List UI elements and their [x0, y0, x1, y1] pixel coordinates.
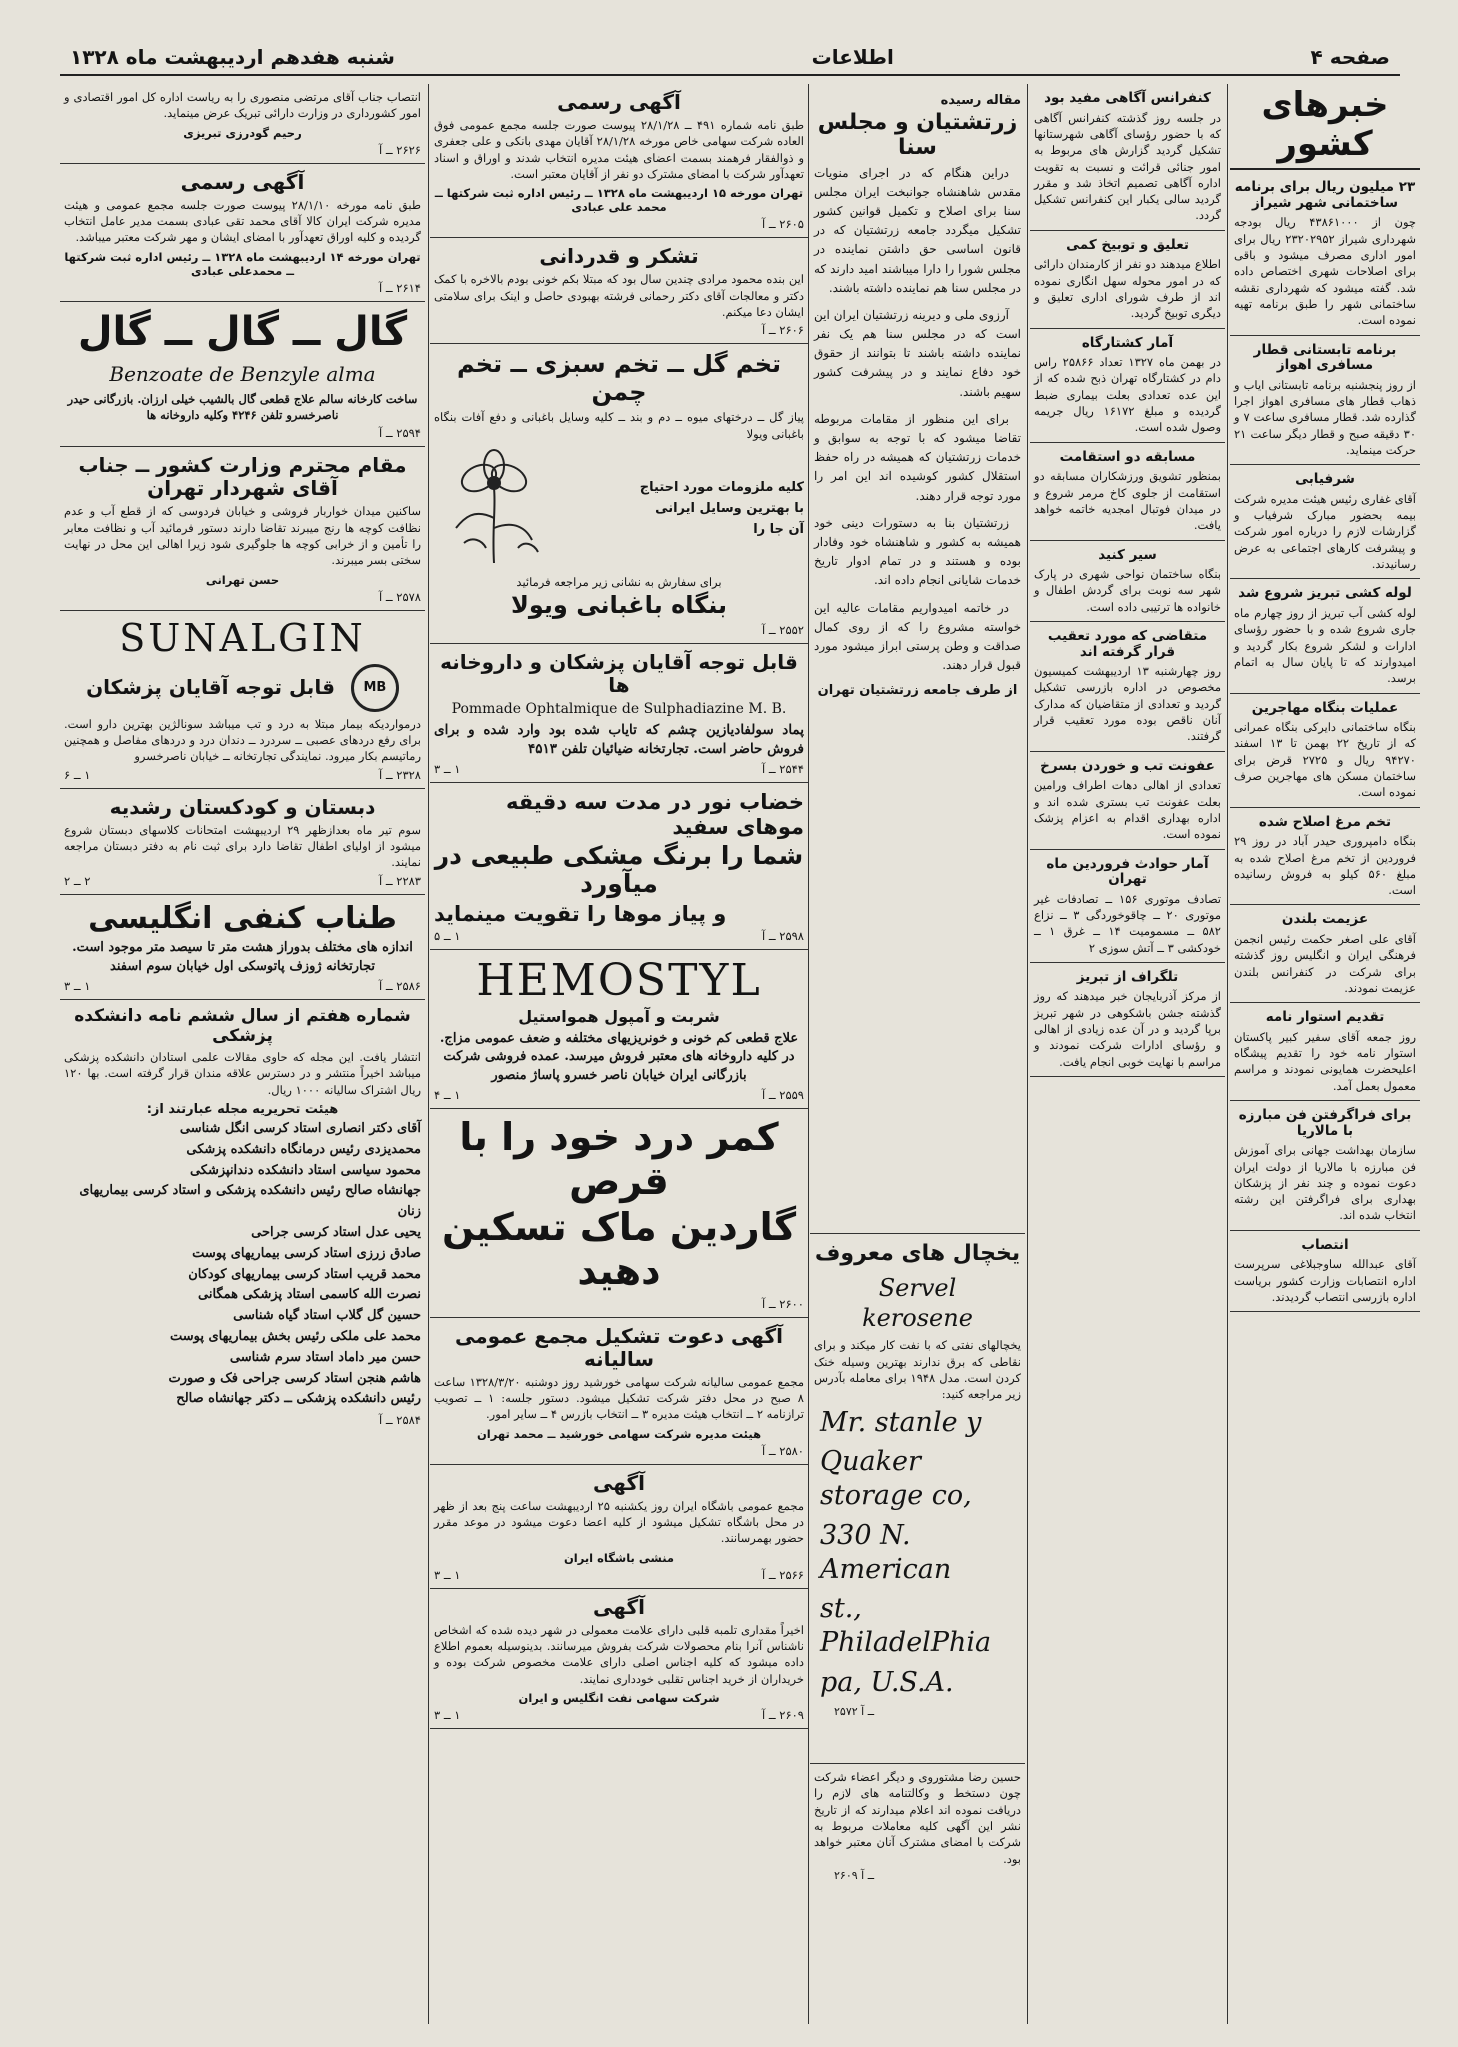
- ad-code: ۲۵۶۶ ــ آ: [762, 1567, 804, 1582]
- news-item: [1030, 752, 1225, 850]
- ad-codes: [64, 1413, 421, 1427]
- ad-codes: [434, 1297, 804, 1311]
- seed-ad-line: کلیه ملزومات مورد احتیاج: [639, 479, 804, 495]
- notice-ad: [430, 1318, 808, 1465]
- news-item: [1030, 622, 1225, 752]
- notice-signature: شرکت سهامی نفت انگلیس و ایران: [518, 1691, 720, 1706]
- journal-editor: محمد قریب استاد کرسی بیماریهای کودکان: [188, 1266, 421, 1282]
- news-text: در بهمن ماه ۱۳۲۷ تعداد ۲۵۸۶۶ راس دام در کشتارگاه تهران ذبح شده که از این عده تعدادی بعلت بیماری ضبط گردیده و مبلغ ۱۶۱۷۲ ریال جریمه وصول شده است.: [1034, 355, 1221, 435]
- servel-address-line: pa, U.S.A.: [820, 1666, 954, 1698]
- hemostyl-ad: [430, 950, 808, 1109]
- ad-code-2: ۱ ــ ۴: [434, 1088, 461, 1103]
- news-item: [1030, 850, 1225, 963]
- news-text: لوله کشی آب تبریز از روز چهارم ماه جاری شروع شده و با حضور رؤسای ادارات و لشکر شروع بکار گردید و امیدوارند که تا پایان سال به اتمام برسد.: [1234, 605, 1416, 686]
- sunalgin-row: [64, 664, 421, 712]
- mb-logo: MB: [351, 664, 399, 712]
- company-notice: [810, 1764, 1025, 1888]
- news-text: روز جمعه آقای سفیر کبیر پاکستان استوار نامه خود را تقدیم پیشگاه اعلیحضرت همایونی نمودند و مراسم معمول بعمل آمد.: [1234, 1029, 1416, 1093]
- ad-code: ۲۵۹۴ ــ آ: [379, 426, 421, 441]
- column-divider: [1227, 84, 1228, 2024]
- news-headline: آمار حوادث فروردین ماه تهران: [1046, 855, 1209, 888]
- servel-address-line: st., PhiladelPhia: [820, 1593, 992, 1659]
- journal-editor: رئیس دانشکده پزشکی ــ دکتر جهانشاه صالح: [176, 1391, 421, 1407]
- news-text: بمنظور تشویق ورزشکاران مسابقه دو استقامت از جلوی کاخ مرمر شروع و در میدان فوتبال امجدیه خاتمه خواهد یافت.: [1034, 469, 1221, 533]
- ad-code: ۲۶۰۰ ــ آ: [762, 1296, 804, 1311]
- seed-ad-row: [434, 442, 804, 574]
- notice-text: این بنده محمود مرادی چندین سال بود که مبتلا بکم خونی بودم بالاخره با کمک دکتر و معالجات آقای دکتر رحمانی فرشته بهبودی حاصل و اینک برای سلامتی ایشان دعا میکنم.: [434, 272, 804, 319]
- ad-codes: [434, 217, 804, 231]
- servel-address-line: Quaker storage co,: [820, 1446, 972, 1512]
- notice-ad: [430, 238, 808, 344]
- news-text: چون از ۴۳۸۶۱۰۰۰ ریال بودجه شهرداری شیراز ۲۳۲۰۲۹۵۲ ریال برای امور اداری مصرف میشود و باقی برای اصلاحات شهری اختصاص داده شد. گفته میشود که شهرداری نقشه ساختمانی شهر را طبق برنامه تهیه نموده است.: [1234, 215, 1416, 328]
- newspaper-name: اطلاعات: [811, 45, 894, 69]
- news-text: بنگاه دامپروری حیدر آباد در روز ۲۹ فروردین از تخم مرغ اصلاح شده به مبلغ ۵۶۰ کیلو به فروش رسانیده است.: [1234, 834, 1417, 898]
- notice-ad: [60, 789, 425, 895]
- ad-codes: [434, 1708, 804, 1722]
- journal-editors: [64, 1119, 421, 1410]
- news-column-country: [1230, 84, 1420, 1312]
- news-text: تعدادی از اهالی دهات اطراف ورامین بعلت عفونت تب بستری شده اند و اداره بهداری اقدام به اعزام پزشک نموده است.: [1034, 778, 1221, 842]
- ad-code: ۲۲۸۳ ــ آ: [379, 873, 421, 888]
- hemostyl-text: علاج قطعی کم خونی و خونریزیهای مختلفه و ضعف عمومی مزاج. در کلیه داروخانه های معتبر فروش میرسد. عمده فروشی شرکت بازرگانی ایران خیابان ناصر خسرو پاساژ منصور: [439, 1030, 799, 1083]
- notice-signature: رحیم گودرزی تبریزی: [183, 125, 302, 140]
- seed-ad-brand: بنگاه باغبانی ویولا: [510, 591, 728, 620]
- notice-signature: منشی باشگاه ایران: [563, 1550, 675, 1565]
- dye-ad-line: شما را برنگ مشکی طبیعی در میآورد: [434, 840, 804, 899]
- notice-title: آگهی: [593, 1470, 645, 1495]
- news-headline: آمار کشتارگاه: [1081, 334, 1174, 351]
- ad-code: ۲۶۰۵ ــ آ: [762, 217, 804, 232]
- news-item: [1230, 465, 1420, 579]
- notice-title: تشکر و قدردانی: [539, 244, 699, 269]
- ad-codes: [434, 762, 804, 776]
- notice-ad: [60, 164, 425, 302]
- news-headline: برنامه تابستانی قطار مسافری اهواز: [1253, 341, 1397, 374]
- notice-signature: تهران مورخه ۱۵ اردیبهشت ماه ۱۳۲۸ ــ رئیس اداره ثبت شرکتها ــ محمد علی عبادی: [434, 186, 804, 215]
- news-item: [1030, 541, 1225, 623]
- news-headline: عزیمت بلندن: [1281, 911, 1369, 928]
- news-headline: سیر کنید: [1098, 546, 1157, 563]
- notice-signature: هیئت مدیره شرکت سهامی خورشید ــ محمد تهران: [476, 1426, 762, 1441]
- notice-text: انتصاب جناب آقای مرتضی منصوری را به ریاست اداره کل امور اقتصادی و امور کشورداری در وزارت دارائی تبریک عرض مینماید.: [64, 90, 421, 121]
- notice-title: آگهی رسمی: [180, 169, 305, 194]
- rope-text: اندازه های مختلف بدوراز هشت متر تا سیصد متر موجود است. تجارتخانه ژوزف پاتوسکی اول خیابان سوم اسفند: [72, 940, 413, 974]
- ad-code: ۲۵۵۹ ــ آ: [762, 1088, 804, 1103]
- news-headline: انتصاب: [1301, 1236, 1349, 1253]
- journal-title: شماره هفتم از سال ششم نامه دانشکده پزشکی: [74, 1005, 411, 1046]
- journal-sub: هیئت تحریریه مجله عبارتند از:: [146, 1102, 339, 1118]
- pharma-product: Pommade Ophtalmique de Sulphadiazine M. B.: [451, 701, 787, 718]
- ad-codes: [64, 590, 421, 604]
- notice-title: آگهی: [593, 1594, 645, 1619]
- news-item: [1230, 1003, 1420, 1101]
- news-text: تصادف موتوری ۱۵۶ ــ تصادفات غیر موتوری ۲۰ ــ چاقوخوردگی ۳ ــ نزاع ۵۸۲ ــ مسمومیت ۱۴ ــ غرق ۱ ــ خودکشی ۳ ــ آتش سوزی ۲: [1034, 891, 1222, 955]
- seed-shop-ad: [430, 344, 808, 644]
- ad-code: ۲۶۰۶ ــ آ: [762, 323, 804, 338]
- ad-code: ۲۵۵۲ ــ آ: [762, 623, 804, 638]
- hemostyl-title: شربت و آمپول همواستیل: [518, 1007, 720, 1027]
- ad-code: ۲۵۹۸ ــ آ: [762, 929, 804, 944]
- news-headline: متقاضی که مورد تعقیب قرار گرفته اند: [1047, 628, 1208, 660]
- ad-code-2: ۱ ــ ۳: [434, 1567, 461, 1582]
- servel-ad-text: یخچالهای نفتی که با نفت کار میکند و برای نقاطی که برق ندارند بهترین وسیله خنک کردن است. مدل ۱۹۴۸ برای معامله بآدرس زیر مراجعه کنید:: [814, 1338, 1021, 1402]
- news-headline: عفونت تب و خوردن بسرخ: [1040, 757, 1215, 774]
- news-item: [1230, 336, 1420, 466]
- article-zoroastrians: [810, 84, 1025, 1234]
- ad-code: ۲۶۰۹ ــ آ: [834, 1868, 875, 1882]
- notice-ad: [430, 1465, 808, 1589]
- ads-column-5: [60, 84, 425, 1433]
- ad-code: ۲۵۴۴ ــ آ: [762, 762, 804, 777]
- notice-text: ساکنین میدان خواربار فروشی و خیابان فردوسی که از قطع آب و عدم نظافت کوچه ها رنج میبرند تقاضا دارند دستور فرمائید آب و نظافت معابر را تأمین و از خرابی کوچه ها جلوگیری شود زیرا اهالی این محل در نهایت سختی بسر میبرند.: [64, 504, 421, 568]
- section-title: خبرهای کشور: [1230, 86, 1420, 170]
- ad-code-2: ۱ ــ ۳: [64, 978, 91, 993]
- article-title: زرتشتیان و مجلس سنا: [817, 110, 1018, 161]
- pharma-text: پماد سولفادیازین چشم که تایاب شده بود وارد شده و برای فروش حاضر است. تجارتخانه ضیائیان تلفن ۴۵۱۳: [434, 722, 804, 758]
- sunalgin-title: قابل توجه آقایان پزشکان: [86, 674, 335, 699]
- company-notice-text: حسین رضا مشتوروی و دیگر اعضاء شرکت چون دستخط و وکالتنامه های لازم را دریافت نموده اند اعلام میدارند که از تاریخ نشر این آگهی کلیه معاملات مربوط به شرکت با امضای مشترک آنان معتبر خواهد بود.: [814, 1770, 1021, 1866]
- ad-codes: [434, 1088, 804, 1102]
- seed-ad-line: با بهترین وسایل ایرانی: [655, 500, 804, 516]
- notice-title: آگهی دعوت تشکیل مجمع عمومی سالیانه: [455, 1323, 783, 1371]
- dye-ad-line: و پیاز موها را تقویت مینماید: [434, 902, 727, 927]
- ad-code-2: ۱ ــ ۵: [434, 929, 461, 944]
- ad-code-2: ۱ ــ ۳: [434, 762, 461, 777]
- notice-signature: تهران مورخه ۱۴ اردیبهشت ماه ۱۳۲۸ ــ رئیس اداره ثبت شرکتها ــ محمدعلی عبادی: [64, 249, 421, 278]
- journal-editor: حسین گل گلاب استاد گیاه شناسی: [233, 1308, 421, 1324]
- notice-title: دبستان و کودکستان رشدیه: [109, 794, 376, 819]
- notice-text: مجمع عمومی باشگاه ایران روز یکشنبه ۲۵ اردیبهشت ساعت پنج بعد از ظهر در محل باشگاه تشکیل میشود از کلیه اعضا دعوت میشود در موعد مقرر حضور بهمرسانند.: [434, 1498, 804, 1546]
- notice-text: سوم تیر ماه بعدازظهر ۲۹ اردیبهشت امتحانات کلاسهای دبستان شروع میشود از اولیای اطفال تقاضا دارد برای ثبت نام به دفتر دبستان مراجعه نمایند.: [64, 822, 421, 870]
- news-headline: برای فراگرفتن فن مبارزه با مالاریا: [1238, 1107, 1412, 1139]
- medical-journal-ad: [60, 1000, 425, 1433]
- sunalgin-brand: SUNALGIN: [119, 615, 366, 660]
- pharma-ad-title: قابل توجه آقایان پزشکان و داروخانه ها: [440, 650, 798, 698]
- news-headline: شرفیابی: [1295, 471, 1355, 488]
- galgal-product: Benzoate de Benzyle alma: [109, 361, 376, 386]
- journal-editor: نصرت الله کاسمی استاد پزشکی همگانی: [197, 1287, 421, 1303]
- ad-code: ۲۵۷۸ ــ آ: [379, 589, 421, 604]
- news-headline: تلگراف از تبریز: [1076, 968, 1179, 985]
- news-item: [1030, 329, 1225, 443]
- ad-codes: [64, 979, 421, 993]
- news-text: آقای علی اصغر حکمت رئیس انجمن فرهنگی ایران و انگلیس روز گذشته برای شرکت در کنفرانس بلندن عزیمت نمودند.: [1234, 932, 1416, 995]
- news-text: سازمان بهداشت جهانی برای آموزش فن مبارزه با مالاریا از دولت ایران دعوت نموده و چند نفر از پزشکان بهداری برای فراگرفتن این رشته انتخاب شده اند.: [1234, 1143, 1416, 1223]
- ad-code: ۲۵۸۰ ــ آ: [762, 1443, 804, 1458]
- news-text: از روز پنجشنبه برنامه تابستانی ایاب و ذهاب قطار های مسافری اهواز اجرا گذارده شد. قطار مسافری ساعت ۷ و ۳۰ دقیقه صبح و قطار دیگر ساعت ۲۱ حرکت مینماید.: [1234, 377, 1416, 457]
- page-number: صفحه ۴: [1310, 45, 1390, 69]
- notice-text: طبق نامه شماره ۴۹۱ ــ ۲۸/۱/۲۸ پیوست صورت جلسه مجمع عمومی فوق العاده شرکت سهامی خاص مورخه ۲۸/۱/۲۸ آقایان مهدی بانکی و علی جعفری و ذوالفقار فرهمند بسمت اعضای هیئت مدیره انتخاب شدند و اوراق و اسناد تعهدآور شرکت با امضای مشترک دو نفر از آقایان معتبر است.: [434, 118, 804, 181]
- article-label: مقاله رسیده: [940, 93, 1021, 108]
- journal-editor: محمد علی ملکی رئیس بخش بیماریهای پوست: [169, 1329, 421, 1345]
- article-signature: از طرف جامعه زرتشتیان تهران: [817, 683, 1018, 699]
- ad-code: ۲۵۸۴ ــ آ: [379, 1413, 421, 1428]
- seed-ad-line: آن جا را: [753, 521, 804, 537]
- notice-text: اخیراً مقداری تلمبه قلبی دارای علامت معمولی در شهر دیده شده که اشخاص ناشناس آنرا بنام محصولات شرکت بفروش میرسانند. بدینوسیله بعموم اطلاع داده میشود که کلیه اجناس اصلی دارای علامت مخصوص شرکت بوده و خریداران از خرید اجناس تقلبی خودداری نمایند.: [434, 1622, 804, 1686]
- ad-codes: [64, 768, 421, 782]
- notice-signature: حسن تهرانی: [205, 572, 280, 587]
- news-item: [1230, 905, 1420, 1003]
- news-headline: ۲۳ میلیون ریال برای برنامه ساختمانی شهر شیراز: [1234, 179, 1416, 211]
- ad-code-2: ۲ ــ ۲: [64, 873, 91, 888]
- news-item: [1230, 1231, 1420, 1313]
- ad-codes: [434, 929, 804, 943]
- column-divider: [808, 84, 809, 2024]
- news-headline: لوله کشی تبریز شروع شد: [1238, 585, 1412, 602]
- ad-code: ۲۵۸۶ ــ آ: [379, 978, 421, 993]
- news-headline: تخم مرغ اصلاح شده: [1258, 813, 1392, 830]
- news-item: [1230, 1101, 1420, 1231]
- ad-codes: [64, 281, 421, 295]
- seed-ad-intro: پیاز گل ــ درختهای میوه ــ دم و بند ــ کلیه وسایل باغبانی و دفع آفات بنگاه باغبانی ویولا: [434, 410, 804, 441]
- news-text: بنگاه ساختمانی دایرکی بنگاه عمرانی که از تاریخ ۲۲ بهمن تا ۱۳ اسفند ۹۴۲۷۰ ریال و ۲۷۲۵ قرض برای ساختمان مسکن های مهاجرین صرف نموده است.: [1234, 720, 1416, 800]
- sunalgin-text: درمواردیکه بیمار مبتلا به درد و تب میباشد سونالژین بهترین دارو است. برای رفع دردهای عصبی ــ سردرد ــ دندان درد و دردهای مفاصل و همچنین رماتیسم بکار میرود. نمایندگی تجارتخانه ــ خیابان ناصرخسرو: [64, 716, 421, 764]
- notice-text: طبق نامه مورخه ۲۸/۱/۱۰ پیوست صورت جلسه مجمع عمومی و هیئت مدیره شرکت ایران کالا آقای محمد تقی عبادی بسمت مدیر عامل انتخاب گردیده و کلیه اوراق تعهدآور با امضای ایشان و مهر شرکت معتبر میباشد.: [64, 197, 421, 245]
- journal-editor: محمود سیاسی استاد دانشکده دندانپزشکی: [189, 1162, 421, 1178]
- ad-codes: [64, 426, 421, 440]
- news-headline: تقدیم استوار نامه: [1265, 1009, 1385, 1026]
- ad-code: ۲۳۲۸ ــ آ: [379, 767, 421, 782]
- notice-ad: [430, 1589, 808, 1729]
- ad-codes: [434, 1568, 804, 1582]
- news-headline: تعلیق و توبیخ کمی: [1066, 236, 1189, 253]
- ads-column-4: [430, 84, 808, 1729]
- ad-codes: [434, 323, 804, 337]
- news-item: [1230, 694, 1420, 808]
- article-paragraph: زرتشتیان بنا به دستورات دینی خود همیشه به کشور و شاهنشاه خود وفادار بوده و هستند و در تمام ادوار تاریخ خدمات شایانی انجام داده اند.: [814, 515, 1021, 588]
- ad-code-2: ۱ ــ ۳: [434, 1708, 461, 1723]
- notice-ad: [60, 447, 425, 610]
- news-text: آقای عبدالله ساوجبلاغی سرپرست اداره انتصابات وزارت کشور بریاست اداره بازرسی انتصاب گردیدند.: [1234, 1257, 1416, 1304]
- servel-address-line: Mr. stanle y: [820, 1406, 982, 1438]
- journal-editor: هاشم هنجن استاد کرسی جراحی فک و صورت: [168, 1370, 421, 1386]
- news-item: [1030, 84, 1225, 231]
- hair-dye-ad: [430, 783, 808, 950]
- journal-editor: حسن میر داماد استاد سرم شناسی: [229, 1349, 421, 1365]
- ad-codes: [64, 874, 421, 888]
- seed-ad-title: تخم گل ــ تخم سبزی ــ تخم چمن: [456, 350, 782, 406]
- ad-codes: [434, 1444, 804, 1458]
- news-text: آقای غفاری رئیس هیئت مدیره شرکت بیمه بحضور مبارک شرفیاب و گزارشات لازم را درباره امور شرکت و پیشرفت کارهای اجتماعی به عرض رسانیدند.: [1234, 491, 1416, 572]
- notice-title: مقام محترم وزارت کشور ــ جناب آقای شهردار تهران: [78, 453, 407, 501]
- scabies-medicine-ad: [60, 302, 425, 448]
- page-header: [60, 40, 1400, 76]
- news-text: روز چهارشنبه ۱۳ اردیبهشت کمیسیون مخصوص در اداره بازرسی تشکیل گردید و تعدادی از متقاضیان که مدارک آنان ناقص بوده مورد تعقیب قرار گرفتند.: [1034, 664, 1221, 744]
- rope-title: طناب کنفی انگلیسی: [88, 900, 397, 936]
- news-column-2: [1030, 84, 1225, 1077]
- journal-editor: محمدیزدی رئیس درمانگاه دانشکده پزشکی: [186, 1141, 421, 1157]
- article-paragraph: برای این منظور از مقامات مربوطه تقاضا میشود که با توجه به سوابق و خدمات زرتشتیان که همیشه در راه حفظ استقلال کشور کوشیده اند این امر را مورد توجه قرار دهند.: [814, 411, 1021, 503]
- seed-ad-footer: برای سفارش به نشانی زیر مراجعه فرمائید: [516, 575, 722, 590]
- ad-code: ۲۶۱۴ ــ آ: [379, 280, 421, 295]
- column-divider: [1027, 84, 1028, 2024]
- news-headline: عملیات بنگاه مهاجرین: [1251, 699, 1399, 716]
- news-item: [1030, 443, 1225, 541]
- news-item: [1230, 579, 1420, 693]
- article-paragraph: دراین هنگام که در اجرای منویات مقدس شاهنشاه جوانبخت ایران مجلس سنا برای اصلاح و تکمیل قوانین کشور تشکیل میگردد جامعه زرتشتیان که در قانون اساسی حق داشتن نماینده در مجلس شورا را دارا میباشند امید دارند که در مجلس سنا هم نماینده داشته باشند.: [814, 165, 1021, 295]
- dye-ad-line: خضاب نور در مدت سه دقیقه موهای سفید: [506, 790, 804, 839]
- galgal-title: گال ــ گال ــ گال: [77, 308, 408, 355]
- article-paragraph: آرزوی ملی و دیرینه زرتشتیان ایران این است که در مجلس سنا هم یک نفر نماینده داشته باشند تا بتوانند از حقوق خود دفاع نمایند و در پیشرفت کشور سهیم باشند.: [814, 307, 1021, 399]
- backache-ad: [430, 1109, 808, 1318]
- galgal-text: ساخت کارخانه سالم علاج قطعی گال بالشیب خیلی ارزان. بازرگانی حیدر ناصرخسرو تلفن ۴۲۴۶ وکلیه داروخانه ها: [67, 391, 418, 422]
- journal-editor: صادق زرزی استاد کرسی بیماریهای پوست: [192, 1245, 421, 1261]
- news-headline: کنفرانس آگاهی مفید بود: [1044, 90, 1211, 106]
- backache-line-2: گاردین ماک تسکین دهید: [441, 1205, 797, 1294]
- ad-code: ۲۶۰۹ ــ آ: [762, 1708, 804, 1723]
- backache-line-1: کمر درد خود را با قرص: [459, 1115, 779, 1203]
- ad-codes: [434, 623, 804, 637]
- rope-ad: [60, 895, 425, 1000]
- column-divider: [428, 84, 429, 2024]
- news-text: در جلسه روز گذشته کنفرانس آگاهی که با حضور رؤسای آگاهی شهرستانها تشکیل گردید گزارش های مربوط به امور جنائی قرائت و نسبت به تقویت اداره آگاهی تصمیم اتخاذ شد و مقرر گردید سالی یکبار این کنفرانس تشکیل گردد.: [1034, 110, 1221, 223]
- article-column: [810, 84, 1025, 1888]
- sunalgin-ad: [60, 611, 425, 789]
- journal-editor: جهانشاه صالح رئیس دانشکده پزشکی و استاد کرسی بیماریهای زنان: [79, 1183, 421, 1220]
- servel-address-line: 330 N. American: [820, 1519, 952, 1585]
- servel-brand: Servel kerosene: [862, 1274, 973, 1333]
- hemostyl-brand: HEMOSTYL: [476, 955, 762, 1007]
- news-item: [1230, 808, 1420, 906]
- eye-ointment-ad: [430, 644, 808, 783]
- notice-ad: [60, 84, 425, 164]
- news-text: بنگاه ساختمان نواحی شهری در پارک شهر سه نوبت برای گردش اطفال و خانواده ها ترتیبی داده است.: [1034, 567, 1221, 614]
- news-item: [1030, 963, 1225, 1077]
- news-item: [1030, 231, 1225, 329]
- issue-date: شنبه هفدهم اردیبهشت ماه ۱۳۲۸: [70, 45, 395, 69]
- servel-ad: [810, 1234, 1025, 1764]
- journal-text: انتشار یافت. این مجله که حاوی مقالات علمی استادان دانشکده پزشکی میباشد اخیراً منتشر و در دسترس علاقه مندان قرار گرفته است. بها ۱۲۰ ریال اشتراک سالیانه ۱۰۰۰ ریال.: [64, 1050, 421, 1097]
- news-text: اطلاع میدهند دو نفر از کارمندان دارائی که در امور محوله سهل انگاری نموده اند از طرف شورای اداری تعلیق و دیگری توبیخ گردید.: [1034, 257, 1221, 321]
- notice-ad: [430, 84, 808, 238]
- ad-code-2: ۱ ــ ۶: [64, 767, 91, 782]
- news-headline: مسابقه دو استقامت: [1059, 448, 1196, 465]
- notice-text: مجمع عمومی سالیانه شرکت سهامی خورشید روز دوشنبه ۱۳۲۸/۳/۲۰ ساعت ۸ صبح در محل دفتر شرکت تشکیل میشود. دستور جلسه: ۱ ــ تصویب ترازنامه ۲ ــ انتخاب هیئت مدیره ۳ ــ انتخاب بازرس ۴ ــ سایر امور.: [434, 1374, 804, 1422]
- journal-editor: یحیی عدل استاد کرسی جراحی: [251, 1225, 421, 1241]
- journal-editor: آقای دکتر انصاری استاد کرسی انگل شناسی: [179, 1121, 421, 1137]
- notice-title: آگهی رسمی: [557, 90, 681, 114]
- ad-code: ۲۵۷۲ ــ آ: [834, 1704, 875, 1718]
- seed-ad-lines: [560, 474, 804, 543]
- flower-illustration: [434, 448, 554, 568]
- article-paragraph: در خاتمه امیدواریم مقامات عالیه این خواسته مشروع را که از روی کمال صداقت و وطن پرستی ابراز میشود مورد قبول قرار دهند.: [814, 600, 1021, 673]
- ad-code: ۲۶۲۶ ــ آ: [379, 142, 421, 157]
- news-item: [1230, 173, 1420, 335]
- servel-ad-title: یخچال های معروف: [814, 1241, 1021, 1266]
- news-text: از مرکز آذربایجان خبر میدهند که روز گذشته جشن باشکوهی در شهر تبریز برپا گردید و در آن عده زیادی از اهالی و رؤسای ادارات شرکت نمودند و مراسم با نهایت خوبی انجام یافت.: [1034, 989, 1221, 1069]
- ad-codes: [64, 143, 421, 157]
